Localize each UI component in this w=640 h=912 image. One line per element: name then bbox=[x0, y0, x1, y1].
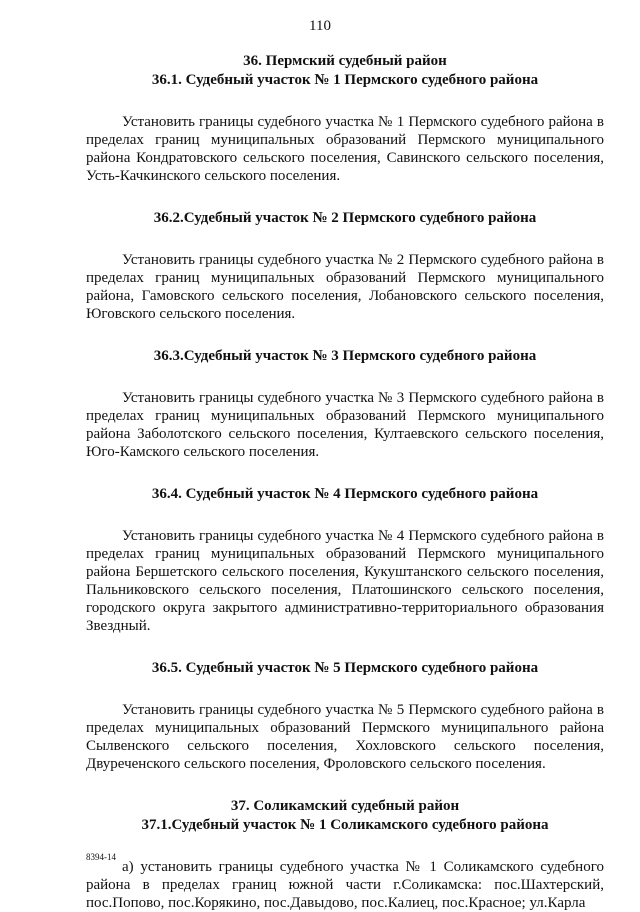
section-paragraph-36-5: Установить границы судебного участка № 5 Пермского судебного района в пределах муниципальных образований Пермского муниципального района Сылвенского сельского поселения, Хохловского сельского поселения, Двуреченского сельского поселения, Фроловского сельского поселения. bbox=[86, 702, 604, 772]
section-37-1 bbox=[86, 797, 604, 912]
section-36-4 bbox=[86, 485, 604, 635]
section-heading-36-3: 36.3.Судебный участок № 3 Пермского судебного района bbox=[153, 348, 537, 364]
section-paragraph-36-1: Установить границы судебного участка № 1 Пермского судебного района в пределах границ муниципальных образований Пермского муниципального района Кондратовского сельского поселения, Савинского сельского поселения, Усть-Качкинского сельского поселения. bbox=[86, 114, 604, 184]
section-36-1 bbox=[86, 52, 604, 185]
section-paragraph-36-2: Установить границы судебного участка № 2 Пермского судебного района в пределах границ муниципальных образований Пермского муниципального района, Гамовского сельского поселения, Лобановского сельского поселения, Юговского сельского поселения. bbox=[86, 252, 604, 322]
section-paragraph-36-3: Установить границы судебного участка № 3 Пермского судебного района в пределах границ муниципальных образований Пермского муниципального района Заболотского сельского поселения, Култаевского сельского поселения, Юго-Камского сельского поселения. bbox=[86, 390, 604, 460]
section-paragraph-36-4: Установить границы судебного участка № 4 Пермского судебного района в пределах границ муниципальных образований Пермского муниципального района Бершетского сельского поселения, Кукуштанского сельского поселения, Пальниковского сельского поселения, Платошинского сельского поселения, городского округа закрытого административно-территориального образования Звездный. bbox=[86, 528, 604, 634]
section-paragraph-37-1: а) установить границы судебного участка № 1 Соликамского судебного района в пределах границ южной части г.Соликамска: пос.Шахтерский, пос.Попово, пос.Корякино, пос.Давыдово, пос.Калиец, пос.Красное; ул.Карла bbox=[86, 859, 604, 911]
document-body bbox=[86, 52, 604, 912]
section-36-3 bbox=[86, 347, 604, 461]
section-heading-37: 37. Соликамский судебный район bbox=[230, 798, 460, 814]
page-number: 110 bbox=[309, 18, 331, 34]
section-heading-36-1: 36.1. Судебный участок № 1 Пермского судебного района bbox=[151, 72, 539, 88]
section-heading-36: 36. Пермский судебный район bbox=[243, 53, 447, 69]
section-heading-36-2: 36.2.Судебный участок № 2 Пермского судебного района bbox=[153, 210, 537, 226]
footer-document-code: 8394-14 bbox=[86, 852, 116, 862]
section-heading-36-5: 36.5. Судебный участок № 5 Пермского судебного района bbox=[151, 660, 539, 676]
section-heading-36-4: 36.4. Судебный участок № 4 Пермского судебного района bbox=[151, 486, 539, 502]
section-heading-37-1: 37.1.Судебный участок № 1 Соликамского судебного района bbox=[141, 817, 549, 833]
section-36-2 bbox=[86, 209, 604, 323]
section-36-5 bbox=[86, 659, 604, 773]
